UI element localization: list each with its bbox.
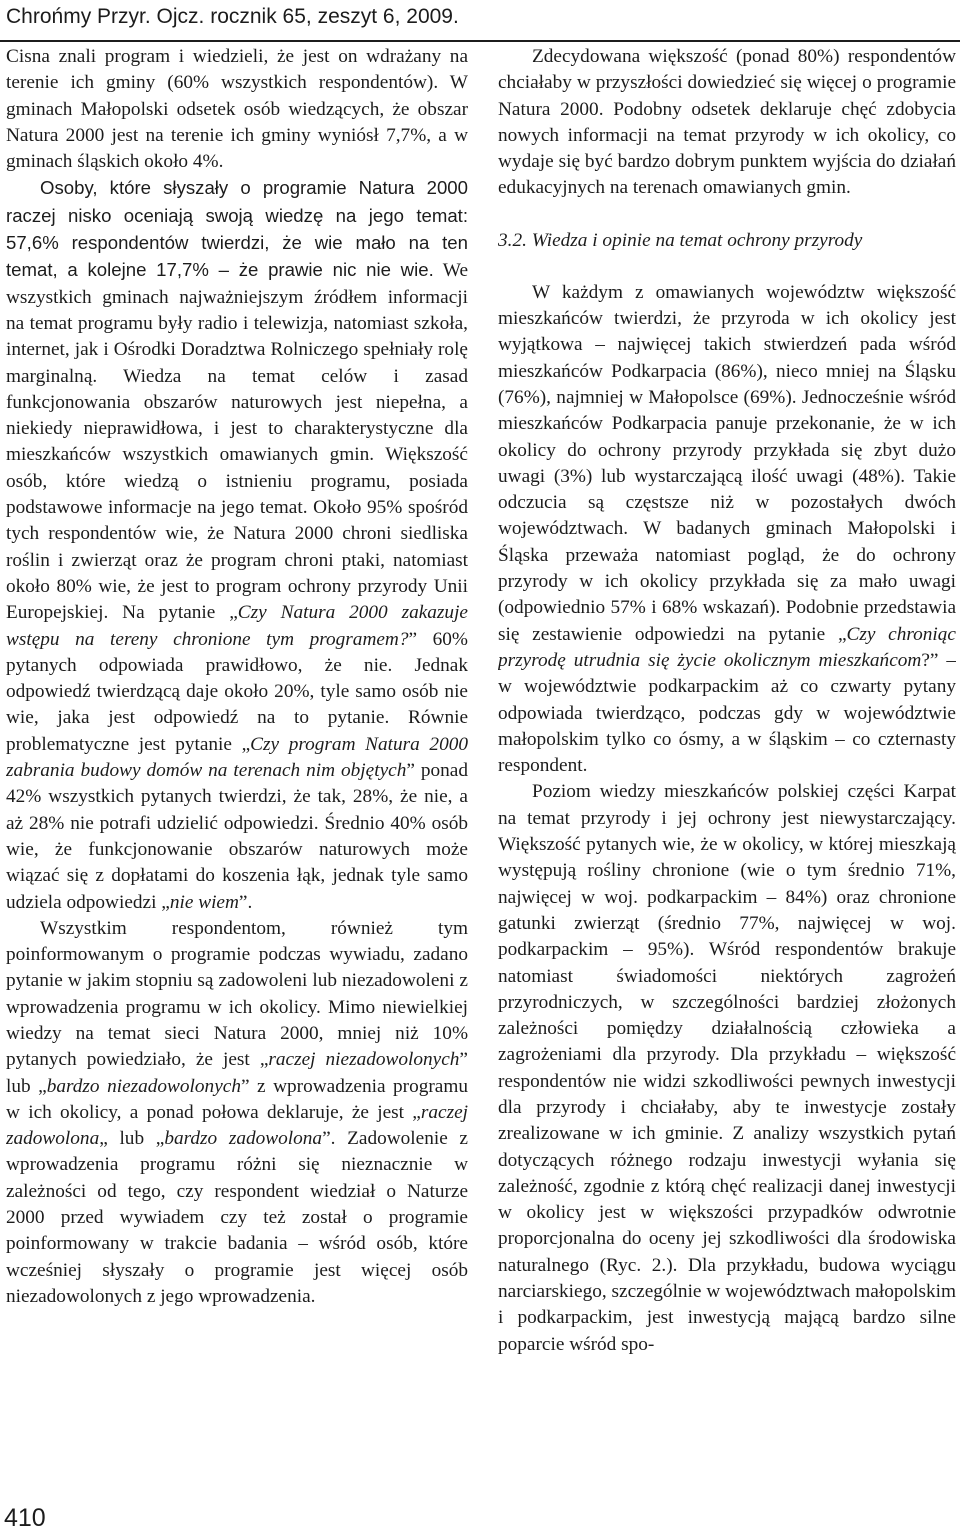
left-paragraph-3-part-d: „ lub „	[99, 1128, 165, 1150]
right-paragraph-3: Poziom wiedzy mieszkańców polskiej części Karpat na temat przyrody i jej ochrony jest niewystarczający. Większość pytanych wie, że w okolicy, w której mieszkają występują rośliny chronione (wie o tym średnio 71%, najwięcej w woj. podkarpackim – 84%) oraz chronione gatunki zwierząt (średnio 77%, najwięcej w woj. podkarpackim – 95%). Wśród respondentów brakuje natomiast świadomości niektórych zagrożeń przyrodniczych, w szczególności bardziej złożonych zależności pomiędzy działalnością człowieka a zagrożeniami dla przyrody. Dla przykładu – większość respondentów nie widzi szkodliwości pewnych inwestycji dla przyrody i chciałaby, aby te inwestycje zostały zrealizowane w ich gminie. Z analizy wszystkich pytań dotyczących różnego rodzaju inwestycji wyłania się zależność, zgodnie z którą chęć realizacji danej inwestycji w okolicy jest w większości przypadków odwrotnie proporcjonalna do oceny jej szkodliwości dla środowiska naturalnego (Ryc. 2.). Dla przykładu, budowa wyciągu narciarskiego, szczególnie w województwach małopolskim i podkarpackim, jest inwestycją mającą bardzo silne poparcie wśród spo-	[498, 781, 956, 1355]
left-quote-2: Czy program Natura 2000 zabrania budowy domów na terenach nim objętych	[6, 733, 468, 782]
right-paragraph-1: Zdecydowana większość (ponad 80%) respondentów chciałaby w przyszłości dowiedzieć się więcej o programie Natura 2000. Podobny odsetek deklaruje chęć zdobycia nowych informacji na temat przyrody w ich okolicy, co wydaje się być bardzo dobrym punktem wyjścia do działań edukacyjnych na terenach omawianych gmin.	[498, 46, 956, 199]
right-quote-1: Czy chroniąc przyrodę utrudnia się życie okolicznym mieszkańcom	[498, 623, 956, 671]
left-paragraph-2-part-c: ” 60% pytanych odpowiada prawidłowo, że nie. Jednak odpowiedź twierdzącą daje około 20%, tyle samo osób nie wie, jaka jest odpowiedź na to pytanie. Równie problematyczne jest pytanie „	[6, 628, 468, 755]
right-paragraph-2	[498, 280, 956, 780]
left-quote-5: bardzo niezadowolonych	[46, 1075, 241, 1097]
left-paragraph-3-part-a: Wszystkim respondentom, również tym poinformowanym o programie podczas wywiadu, zadano pytanie w jakim stopniu są zadowoleni lub niezadowoleni z wprowadzenia programu w ich okolicy. Mimo niewielkiej wiedzy na temat sieci Natura 2000, mniej niż 10% pytanych powiedziało, że jest „	[6, 917, 468, 1071]
right-paragraph-2-part-b: ?” – w województwie podkarpackim aż co czwarty pytany odpowiada twierdząco, podczas gdy w województwie małopolskim tylko co ósmy, a w śląskim – co czternasty respondent.	[498, 649, 956, 777]
left-paragraph-3	[6, 916, 468, 1310]
left-paragraph-2-part-e: ”.	[238, 891, 253, 913]
left-quote-3: nie wiem	[169, 891, 239, 913]
left-column	[6, 44, 468, 1484]
left-paragraph-2-part-b: We wszystkich gminach najważniejszym źródłem informacji na temat programu były radio i telewizja, natomiast szkoła, internet, jak i Ośrodki Doradztwa Rolniczego spełniały rolę marginalną. Wiedza na temat celów i zasad funkcjonowania obszarów naturowych jest niepełna, a niekiedy nieprawidłowa, i jest to charakterystyczne dla mieszkańców wszystkich omawianych gmin. Większość osób, które wiedzą o istnieniu programu, posiada podstawowe informacje na jego temat. Około 95% spośród tych respondentów wie, że Natura 2000 chroni siedliska roślin i zwierząt oraz że program chroni ptaki, natomiast około 80% wie, że jest to program ochrony przyrody Unii Europejskiej. Na pytanie „	[6, 260, 468, 624]
left-paragraph-3-part-b: ” lub „	[6, 1049, 468, 1097]
left-paragraph-1: Cisna znali program i wiedzieli, że jest on wdrażany na terenie ich gminy (60% wszystkich respondentów). W gminach Małopolski odsetek osób wiedzących, że obszar Natura 2000 jest na terenie ich gminy wyniósł 7,7%, a w gminach śląskich około 4%.	[6, 46, 468, 173]
left-paragraph-2-part-d: ” ponad 42% wszystkich pytanych twierdzi, że tak, 28%, że nie, a aż 28% nie potrafi udzielić odpowiedzi. Średnio 40% osób wie, że funkcjonowanie obszarów naturowych może wiązać się z dopłatami do koszenia łąk, jednak tyle samo udziela odpowiedzi „	[6, 760, 468, 913]
running-title: Chrońmy Przyr. Ojcz. rocznik 65, zeszyt 6, 2009.	[6, 5, 459, 28]
left-paragraph-2	[6, 175, 468, 915]
left-paragraph-3-part-c: ” z wprowadzenia programu w ich okolicy, a ponad połowa deklaruje, że jest „	[6, 1075, 468, 1123]
left-quote-7: bardzo zadowolona	[164, 1128, 323, 1150]
left-quote-1: Czy Natura 2000 zakazuje wstępu na tereny chronione tym programem?	[6, 602, 468, 650]
section-heading: 3.2. Wiedza i opinie na temat ochrony przyrody	[498, 229, 863, 251]
right-paragraph-2-part-a: W każdym z omawianych województw większość mieszkańców twierdzi, że przyroda w ich okolicy jest wyjątkowa – najwięcej takich stwierdzeń pada wśród mieszkańców Podkarpacia (86%), nieco mniej na Śląsku (76%), najmniej w Małopolsce (69%). Jednocześnie wśród mieszkańców Podkarpacia panuje przekonanie, że w ich okolicy do ochrony przyrody przykłada się zbyt dużo uwagi (3%) lub wystarczającą ilość uwagi (48%). Takie odczucia są częstsze niż w pozostałych dwóch województwach. W badanych gminach Małopolski i Śląska przeważa natomiast pogląd, że do ochrony przyrody w ich okolicy przykłada się za mało uwagi (odpowiednio 57% i 68% wskazań). Podobnie przedstawia się zestawienie odpowiedzi na pytanie „	[498, 281, 956, 645]
right-column	[498, 44, 956, 1484]
left-paragraph-2-sans-part: Osoby, które słyszały o programie Natura 2000 raczej nisko oceniają swoją wiedzę na jego temat: 57,6% respondentów twierdzi, że wie mało na ten temat, a kolejne 17,7% – że prawie nic nie wie.	[6, 177, 468, 281]
left-paragraph-3-part-e: ”. Zadowolenie z wprowadzenia programu różni się nieznacznie w zależności od tego, czy respondent wiedział o Naturze 2000 przed wywiadem czy też został o programie poinformowany w trakcie badania – wśród osób, które wcześniej słyszały o programie jest więcej osób niezadowolonych z jego wprowadzenia.	[6, 1128, 468, 1307]
page-number: 410	[4, 1504, 46, 1532]
left-quote-4: raczej niezadowolonych	[268, 1049, 460, 1071]
header-rule	[0, 40, 960, 42]
left-quote-6: raczej zadowolona	[6, 1101, 468, 1150]
